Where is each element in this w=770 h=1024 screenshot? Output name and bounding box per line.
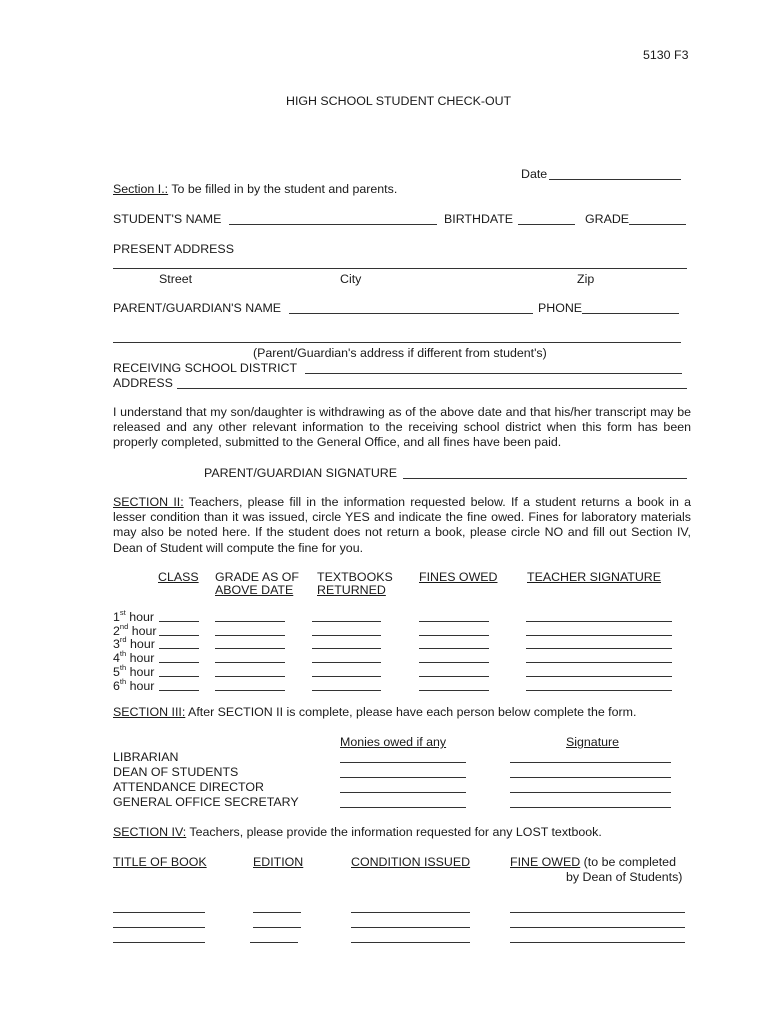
withdrawal-statement: I understand that my son/daughter is withdrawing as of the above date and that his/her transcript may be released and any other relevant information to the receiving school district when this form has been properly completed, submitted to the General Office, and all fines have been paid. [113, 405, 691, 450]
person-label: ATTENDANCE DIRECTOR [113, 780, 264, 794]
parent-address-note: (Parent/Guardian's address if different from student's) [253, 346, 547, 360]
teacher-signature-field[interactable] [526, 662, 672, 663]
col-class: CLASS [158, 570, 199, 584]
present-address-field[interactable] [113, 268, 687, 269]
textbooks-field[interactable] [312, 690, 381, 691]
present-address-label: PRESENT ADDRESS [113, 242, 234, 256]
textbooks-field[interactable] [312, 635, 381, 636]
zip-label: Zip [577, 272, 595, 286]
fine-owed-field[interactable] [510, 912, 685, 913]
book-title-field[interactable] [113, 927, 205, 928]
district-address-field[interactable] [177, 388, 687, 389]
section3-heading: SECTION III: [113, 705, 186, 719]
grade-field[interactable] [215, 662, 285, 663]
section3-instructions: SECTION III: After SECTION II is complete, please have each person below complete the form. [113, 705, 637, 719]
street-label: Street [159, 272, 193, 286]
student-name-label: STUDENT'S NAME [113, 212, 222, 226]
class-field[interactable] [159, 690, 199, 691]
grade-field[interactable] [215, 690, 285, 691]
fines-field[interactable] [419, 662, 489, 663]
parent-name-label: PARENT/GUARDIAN'S NAME [113, 301, 282, 315]
form-number: 5130 F3 [643, 48, 689, 62]
class-field[interactable] [159, 621, 199, 622]
receiving-district-label: RECEIVING SCHOOL DISTRICT [113, 361, 298, 375]
teacher-signature-field[interactable] [526, 621, 672, 622]
signature-column-label: Signature [566, 735, 620, 749]
col-textbooks-line1: TEXTBOOKS [317, 570, 393, 584]
student-name-field[interactable] [229, 224, 437, 225]
fine-owed-field[interactable] [510, 942, 685, 943]
section2-heading: SECTION II: [113, 495, 184, 509]
col-fine-owed-note: by Dean of Students) [566, 870, 683, 884]
birthdate-field[interactable] [518, 224, 575, 225]
class-field[interactable] [159, 662, 199, 663]
class-field[interactable] [159, 635, 199, 636]
signature-field[interactable] [510, 777, 671, 778]
fines-field[interactable] [419, 690, 489, 691]
person-label: GENERAL OFFICE SECRETARY [113, 795, 299, 809]
textbooks-field[interactable] [312, 621, 381, 622]
grade-field[interactable] [215, 676, 285, 677]
monies-field[interactable] [340, 777, 466, 778]
signature-field[interactable] [510, 807, 671, 808]
person-label: DEAN OF STUDENTS [113, 765, 239, 779]
textbooks-field[interactable] [312, 676, 381, 677]
section4-instructions: SECTION IV: Teachers, please provide the information requested for any LOST textbook. [113, 825, 602, 839]
person-label: LIBRARIAN [113, 750, 179, 764]
grade-field[interactable] [629, 224, 686, 225]
parent-name-field[interactable] [289, 313, 533, 314]
monies-field[interactable] [340, 792, 466, 793]
parent-address-field[interactable] [113, 342, 681, 343]
hour-label: 5th hour [113, 662, 155, 679]
grade-field[interactable] [215, 648, 285, 649]
teacher-signature-field[interactable] [526, 635, 672, 636]
condition-field[interactable] [351, 927, 470, 928]
form-title: HIGH SCHOOL STUDENT CHECK-OUT [286, 94, 512, 108]
col-title-of-book: TITLE OF BOOK [113, 855, 207, 869]
col-fine-owed: FINE OWED (to be completed [510, 855, 676, 869]
col-textbooks-line2: RETURNED [317, 583, 386, 597]
grade-field[interactable] [215, 635, 285, 636]
book-title-field[interactable] [113, 912, 205, 913]
edition-field[interactable] [250, 942, 298, 943]
monies-field[interactable] [340, 807, 466, 808]
grade-field[interactable] [215, 621, 285, 622]
monies-owed-label: Monies owed if any [340, 735, 447, 749]
col-condition-issued: CONDITION ISSUED [351, 855, 471, 869]
grade-label: GRADE [585, 212, 630, 226]
date-label: Date [521, 167, 548, 181]
book-title-field[interactable] [113, 942, 205, 943]
fines-field[interactable] [419, 621, 489, 622]
signature-field[interactable] [510, 762, 671, 763]
class-field[interactable] [159, 648, 199, 649]
phone-label: PHONE [538, 301, 583, 315]
date-field[interactable] [549, 179, 681, 180]
parent-signature-field[interactable] [403, 478, 687, 479]
birthdate-label: BIRTHDATE [444, 212, 514, 226]
col-edition: EDITION [253, 855, 304, 869]
col-grade-line1: GRADE AS OF [215, 570, 299, 584]
hour-label: 6th hour [113, 676, 155, 693]
fine-owed-field[interactable] [510, 927, 685, 928]
edition-field[interactable] [253, 927, 301, 928]
condition-field[interactable] [351, 912, 470, 913]
hour-label: 1st hour [113, 607, 155, 624]
parent-signature-label: PARENT/GUARDIAN SIGNATURE [204, 466, 397, 480]
hour-label: 3rd hour [113, 634, 155, 651]
class-field[interactable] [159, 676, 199, 677]
teacher-signature-field[interactable] [526, 676, 672, 677]
district-address-label: ADDRESS [113, 376, 173, 390]
col-grade-line2: ABOVE DATE [215, 583, 294, 597]
col-teacher-signature: TEACHER SIGNATURE [527, 570, 662, 584]
fines-field[interactable] [419, 648, 489, 649]
section4-heading: SECTION IV: [113, 825, 187, 839]
fines-field[interactable] [419, 635, 489, 636]
section2-instructions: SECTION II: Teachers, please fill in the information requested below. If a student returns a book in a lesser condition than it was issued, circle YES and indicate the fine owed. Fines for laboratory materials may also be noted here. If the student does not return a book, please circle NO and fill out Section IV, Dean of Student will compute the fine for you. [113, 495, 691, 555]
textbooks-field[interactable] [312, 662, 381, 663]
condition-field[interactable] [351, 942, 470, 943]
phone-field[interactable] [582, 313, 679, 314]
edition-field[interactable] [253, 912, 301, 913]
signature-field[interactable] [510, 792, 671, 793]
monies-field[interactable] [340, 762, 466, 763]
fines-field[interactable] [419, 676, 489, 677]
hour-label: 4th hour [113, 648, 155, 665]
section1-heading: Section I.: To be filled in by the student and parents. [113, 182, 398, 196]
teacher-signature-field[interactable] [526, 648, 672, 649]
hour-label: 2nd hour [113, 621, 157, 638]
city-label: City [340, 272, 362, 286]
col-fines-owed: FINES OWED [419, 570, 498, 584]
receiving-district-field[interactable] [305, 373, 682, 374]
teacher-signature-field[interactable] [526, 690, 672, 691]
textbooks-field[interactable] [312, 648, 381, 649]
